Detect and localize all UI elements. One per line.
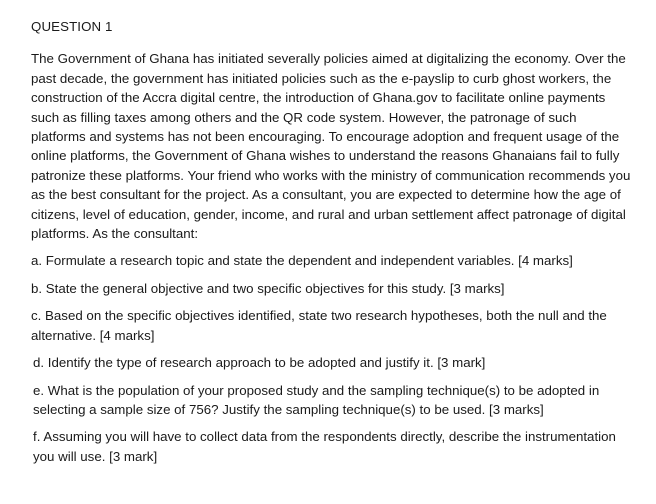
question-item-a: a. Formulate a research topic and state the dependent and independent variables. [4 marks]: [31, 253, 573, 269]
question-heading: QUESTION 1: [31, 19, 113, 34]
question-item-d: d. Identify the type of research approach to be adopted and justify it. [3 mark]: [33, 355, 486, 371]
question-item-f: f. Assuming you will have to collect data from the respondents directly, describe the instrumentation you will use. [3 mark]: [33, 429, 616, 464]
question-item-c: c. Based on the specific objectives identified, state two research hypotheses, both the null and the alternative. [4 marks]: [31, 308, 607, 343]
question-intro: The Government of Ghana has initiated severally policies aimed at digitalizing the economy. Over the past decade, the government has initiated policies such as the e-payslip to curb ghost workers, the construction of the Accra digital centre, the introduction of Ghana.gov to facilitate online payments such as filling taxes among others and the QR code system. However, the patronage of such platforms and systems has not been encouraging. To encourage adoption and frequent usage of the online platforms, the Government of Ghana wishes to understand the reasons Ghanaians fail to fully patronize these platforms. Your friend who works with the ministry of communication recommends you as the best consultant for the project. As a consultant, you are expected to determine how the age of citizens, level of education, gender, income, and rural and urban settlement affect patronage of digital platforms. As the consultant:: [31, 51, 631, 242]
question-item-e: e. What is the population of your proposed study and the sampling technique(s) to be adopted in selecting a sample size of 756? Justify the sampling technique(s) to be used. [3 marks]: [33, 382, 600, 417]
question-item-b: b. State the general objective and two specific objectives for this study. [3 marks]: [31, 280, 505, 296]
